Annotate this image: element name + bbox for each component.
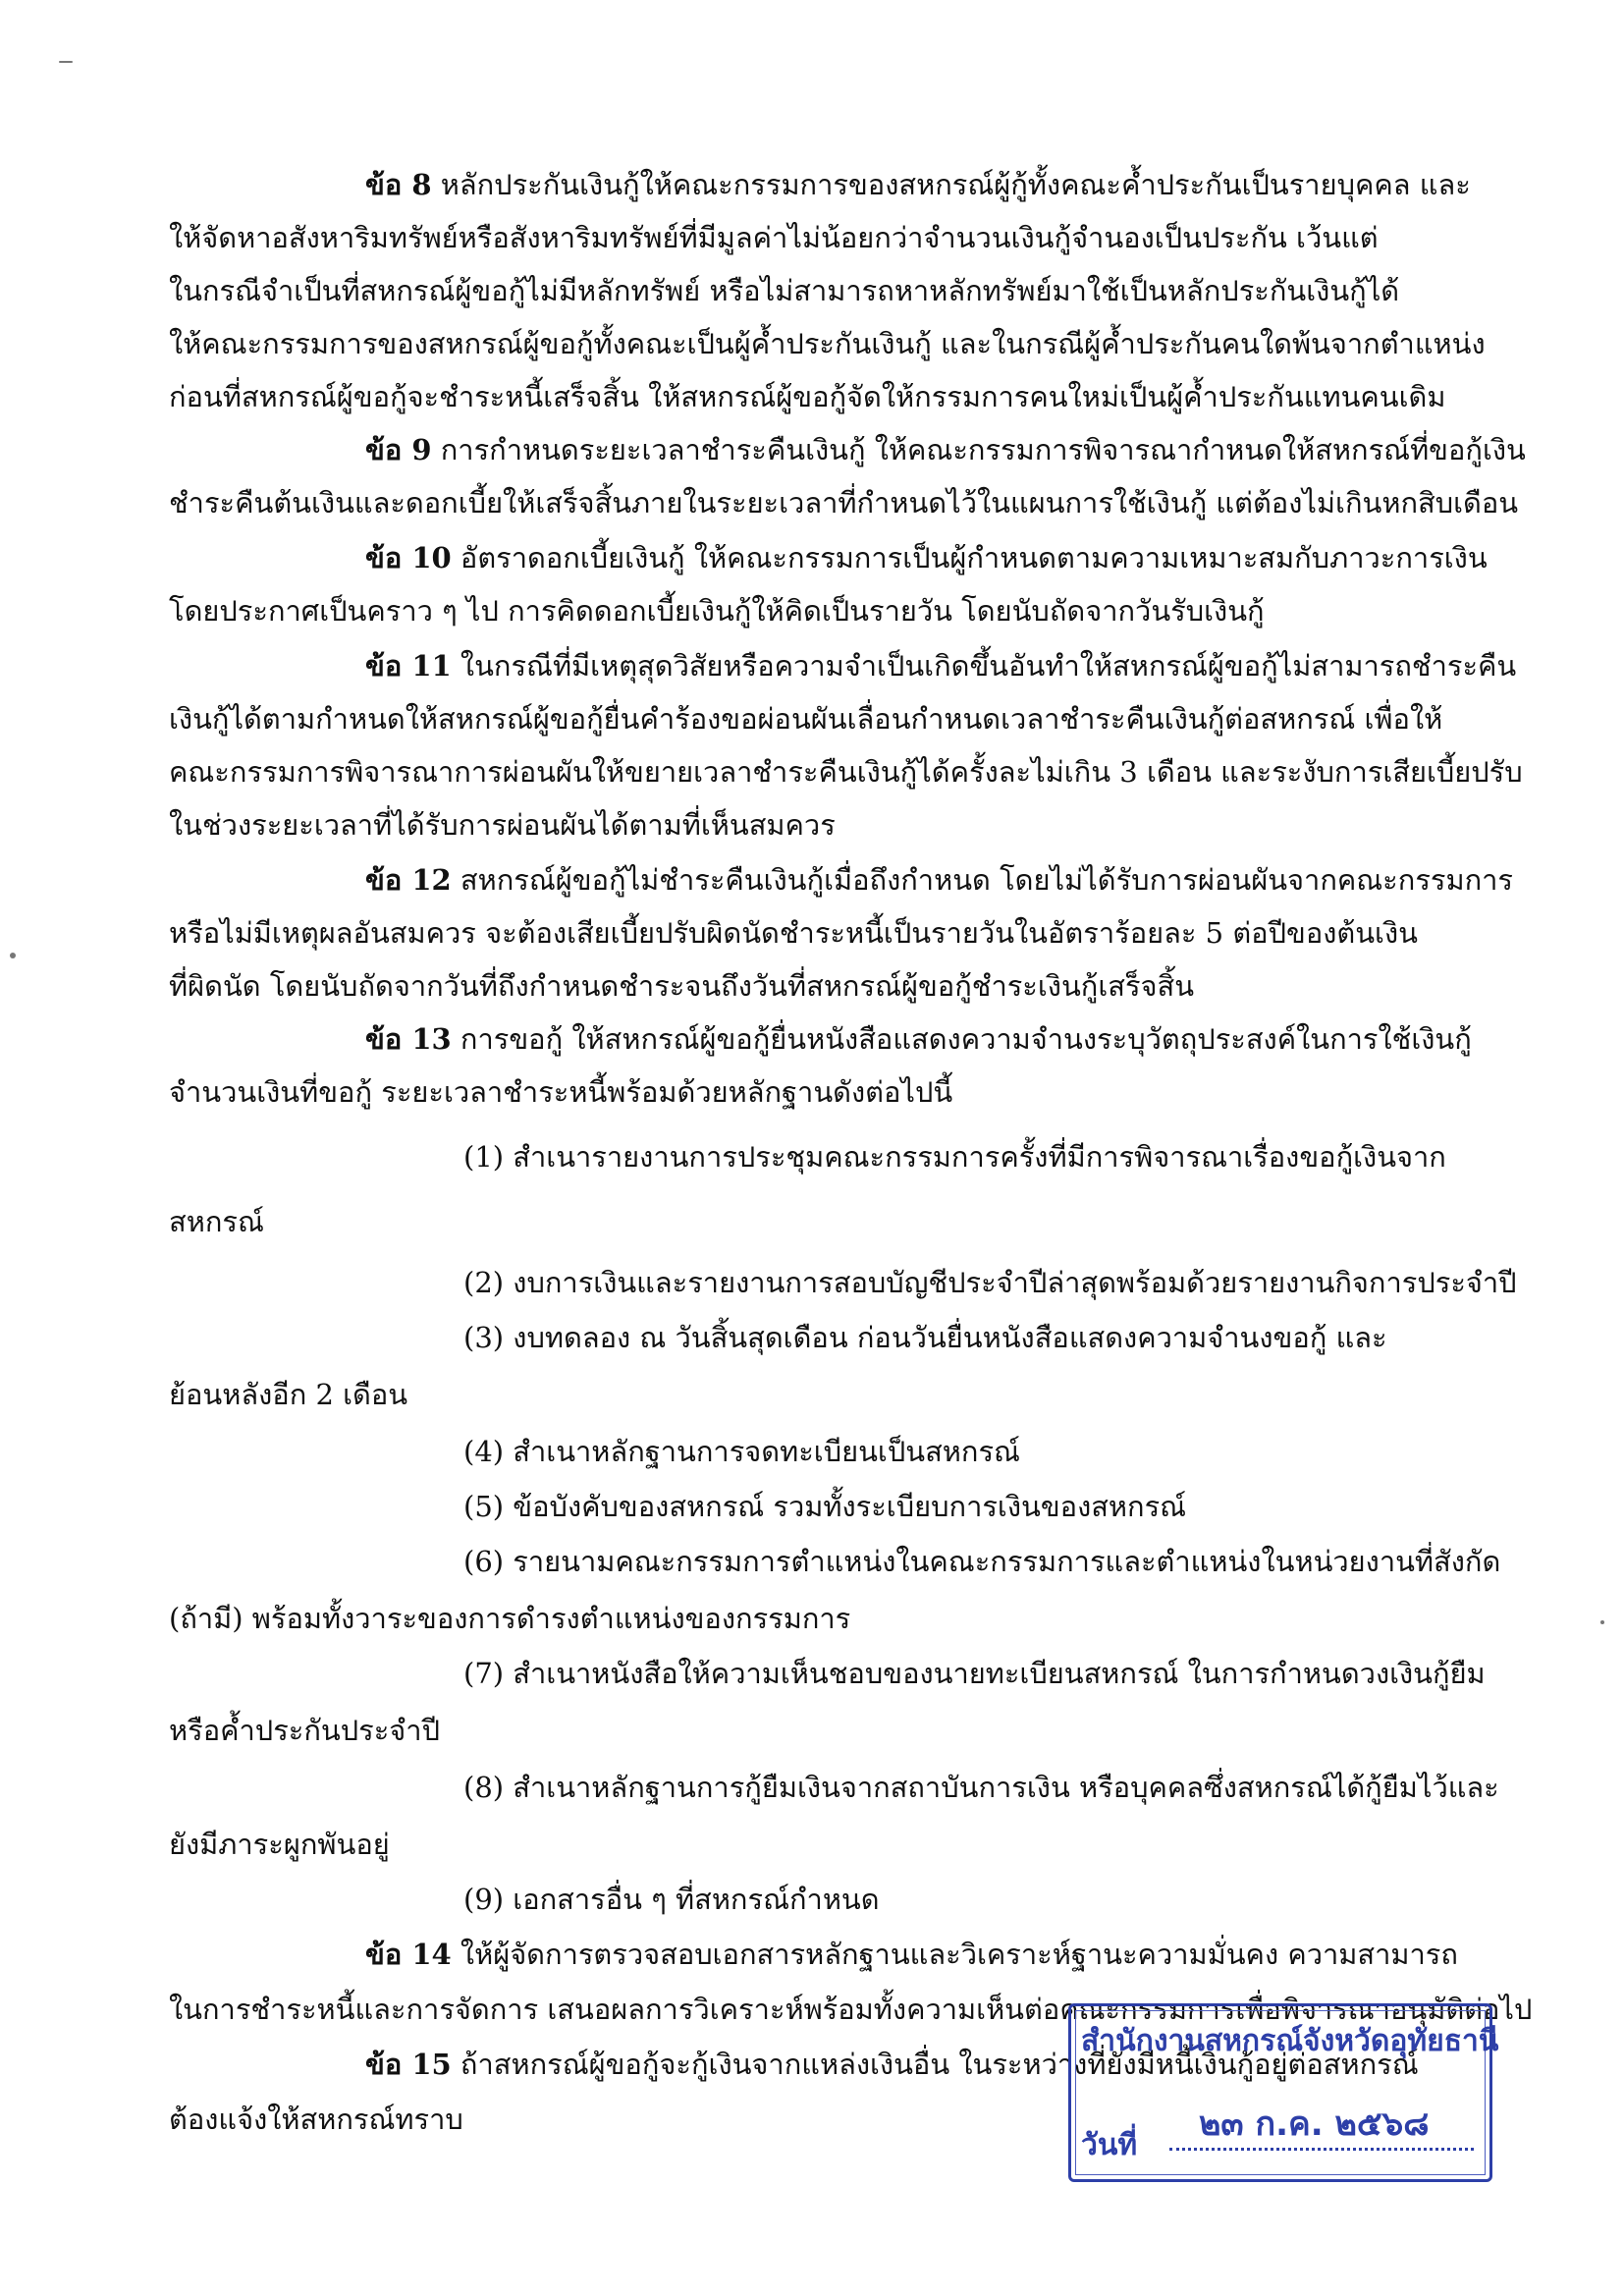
clause-14-line-1: ข้อ 14 ให้ผู้จัดการตรวจสอบเอกสารหลักฐานและวิเคราะห์ฐานะความมั่นคง ความสามารถ <box>365 1938 1458 1971</box>
clause-8-line-3: ในกรณีจำเป็นที่สหกรณ์ผู้ขอกู้ไม่มีหลักทรัพย์ หรือไม่สามารถหาหลักทรัพย์มาใช้เป็นหลักประกันเงินกู้ได้ <box>169 274 1400 307</box>
clause-13-label: ข้อ 13 <box>365 1022 452 1056</box>
clause-13-item-9: (9) เอกสารอื่น ๆ ที่สหกรณ์กำหนด <box>463 1883 880 1916</box>
clause-10-label: ข้อ 10 <box>365 541 452 574</box>
stamp-dotted-line <box>1169 2148 1474 2151</box>
clause-15-line-2: ต้องแจ้งให้สหกรณ์ทราบ <box>169 2103 463 2136</box>
clause-14-line-2: ในการชำระหนี้และการจัดการ เสนอผลการวิเคราะห์พร้อมทั้งความเห็นต่อคณะกรรมการเพื่อพิจารณาอนุมัติต่อไป <box>169 1993 1533 2026</box>
clause-13-item-6-cont: (ถ้ามี) พร้อมทั้งวาระของการดำรงตำแหน่งของกรรมการ <box>169 1602 851 1635</box>
stamp-date-value: ๒๓ ก.ค. ๒๕๖๘ <box>1199 2105 1430 2144</box>
clause-8-line-2: ให้จัดหาอสังหาริมทรัพย์หรือสังหาริมทรัพย์ที่มีมูลค่าไม่น้อยกว่าจำนวนเงินกู้จำนองเป็นประกัน เว้นแต่ <box>169 221 1379 254</box>
clause-9-label: ข้อ 9 <box>365 433 432 466</box>
stamp-date-label: วันที่ <box>1081 2128 1138 2162</box>
clause-10-line-1: ข้อ 10 อัตราดอกเบี้ยเงินกู้ ให้คณะกรรมการเป็นผู้กำหนดตามความเหมาะสมกับภาวะการเงิน <box>365 541 1488 574</box>
clause-13-item-1: (1) สำเนารายงานการประชุมคณะกรรมการครั้งที่มีการพิจารณาเรื่องขอกู้เงินจาก <box>463 1140 1446 1174</box>
clause-9-line-1: ข้อ 9 การกำหนดระยะเวลาชำระคืนเงินกู้ ให้คณะกรรมการพิจารณากำหนดให้สหกรณ์ที่ขอกู้เงิน <box>365 433 1526 466</box>
clause-13-item-8-cont: ยังมีภาระผูกพันอยู่ <box>169 1828 390 1861</box>
scan-speck <box>10 953 16 958</box>
clause-13-item-6: (6) รายนามคณะกรรมการตำแหน่งในคณะกรรมการและตำแหน่งในหน่วยงานที่สังกัด <box>463 1545 1501 1578</box>
clause-13-line-2: จำนวนเงินที่ขอกู้ ระยะเวลาชำระหนี้พร้อมด้วยหลักฐานดังต่อไปนี้ <box>169 1075 953 1109</box>
clause-8-line-1: ข้อ 8 หลักประกันเงินกู้ให้คณะกรรมการของสหกรณ์ผู้กู้ทั้งคณะค้ำประกันเป็นรายบุคคล และ <box>365 168 1471 201</box>
scan-speck <box>1600 1620 1604 1624</box>
clause-11-line-2: เงินกู้ได้ตามกำหนดให้สหกรณ์ผู้ขอกู้ยื่นคำร้องขอผ่อนผันเลื่อนกำหนดเวลาชำระคืนเงินกู้ต่อสหกรณ์ เพื่อให้ <box>169 702 1443 736</box>
clause-15-line-1: ข้อ 15 ถ้าสหกรณ์ผู้ขอกู้จะกู้เงินจากแหล่งเงินอื่น ในระหว่างที่ยังมีหนี้เงินกู้อยู่ต่อสหกรณ์ <box>365 2048 1419 2081</box>
clause-13-item-7: (7) สำเนาหนังสือให้ความเห็นชอบของนายทะเบียนสหกรณ์ ในการกำหนดวงเงินกู้ยืม <box>463 1657 1486 1690</box>
clause-8-label: ข้อ 8 <box>365 168 432 201</box>
clause-12-line-2: หรือไม่มีเหตุผลอันสมควร จะต้องเสียเบี้ยปรับผิดนัดชำระหนี้เป็นรายวันในอัตราร้อยละ 5 ต่อปีของต้นเงิน <box>169 916 1418 950</box>
clause-13-item-8: (8) สำเนาหลักฐานการกู้ยืมเงินจากสถาบันการเงิน หรือบุคคลซึ่งสหกรณ์ได้กู้ยืมไว้และ <box>463 1771 1499 1804</box>
clause-12-label: ข้อ 12 <box>365 863 452 897</box>
stamp-office-name: สำนักงานสหกรณ์จังหวัดอุทัยธานี <box>1081 2024 1499 2058</box>
clause-13-item-5: (5) ข้อบังคับของสหกรณ์ รวมทั้งระเบียบการเงินของสหกรณ์ <box>463 1490 1187 1523</box>
clause-14-label: ข้อ 14 <box>365 1938 452 1971</box>
clause-13-item-7-cont: หรือค้ำประกันประจำปี <box>169 1714 440 1747</box>
clause-8-line-4: ให้คณะกรรมการของสหกรณ์ผู้ขอกู้ทั้งคณะเป็นผู้ค้ำประกันเงินกู้ และในกรณีผู้ค้ำประกันคนใดพ้นจากตำแหน่ง <box>169 327 1486 360</box>
clause-11-line-3: คณะกรรมการพิจารณาการผ่อนผันให้ขยายเวลาชำระคืนเงินกู้ได้ครั้งละไม่เกิน 3 เดือน และระงับการเสียเบี้ยปรับ <box>169 755 1523 789</box>
scan-speck <box>59 61 73 63</box>
clause-13-item-4: (4) สำเนาหลักฐานการจดทะเบียนเป็นสหกรณ์ <box>463 1435 1020 1468</box>
clause-13-item-1-cont: สหกรณ์ <box>169 1205 264 1238</box>
clause-13-item-2: (2) งบการเงินและรายงานการสอบบัญชีประจำปีล่าสุดพร้อมด้วยรายงานกิจการประจำปี <box>463 1266 1517 1299</box>
clause-13-line-1: ข้อ 13 การขอกู้ ให้สหกรณ์ผู้ขอกู้ยื่นหนังสือแสดงความจำนงระบุวัตถุประสงค์ในการใช้เงินกู้ <box>365 1022 1472 1056</box>
clause-12-line-3: ที่ผิดนัด โดยนับถัดจากวันที่ถึงกำหนดชำระจนถึงวันที่สหกรณ์ผู้ขอกู้ชำระเงินกู้เสร็จสิ้น <box>169 969 1195 1003</box>
clause-13-item-3: (3) งบทดลอง ณ วันสิ้นสุดเดือน ก่อนวันยื่นหนังสือแสดงความจำนงขอกู้ และ <box>463 1321 1387 1354</box>
clause-10-line-2: โดยประกาศเป็นคราว ๆ ไป การคิดดอกเบี้ยเงินกู้ให้คิดเป็นรายวัน โดยนับถัดจากวันรับเงินกู้ <box>169 594 1265 628</box>
clause-8-line-5: ก่อนที่สหกรณ์ผู้ขอกู้จะชำระหนี้เสร็จสิ้น ให้สหกรณ์ผู้ขอกู้จัดให้กรรมการคนใหม่เป็นผู้ค้ำประกันแทนคนเดิม <box>169 380 1446 413</box>
clause-15-label: ข้อ 15 <box>365 2048 452 2081</box>
clause-12-line-1: ข้อ 12 สหกรณ์ผู้ขอกู้ไม่ชำระคืนเงินกู้เมื่อถึงกำหนด โดยไม่ได้รับการผ่อนผันจากคณะกรรมการ <box>365 863 1514 897</box>
clause-11-line-4: ในช่วงระยะเวลาที่ได้รับการผ่อนผันได้ตามที่เห็นสมควร <box>169 808 836 842</box>
clause-11-line-1: ข้อ 11 ในกรณีที่มีเหตุสุดวิสัยหรือความจำเป็นเกิดขึ้นอันทำให้สหกรณ์ผู้ขอกู้ไม่สามารถชำระคืน <box>365 649 1517 683</box>
clause-9-line-2: ชำระคืนต้นเงินและดอกเบี้ยให้เสร็จสิ้นภายในระยะเวลาที่กำหนดไว้ในแผนการใช้เงินกู้ แต่ต้องไม่เกินหกสิบเดือน <box>169 486 1519 519</box>
clause-13-item-3-cont: ย้อนหลังอีก 2 เดือน <box>169 1378 408 1411</box>
office-received-stamp <box>1068 2003 1499 2182</box>
clause-11-label: ข้อ 11 <box>365 649 452 683</box>
